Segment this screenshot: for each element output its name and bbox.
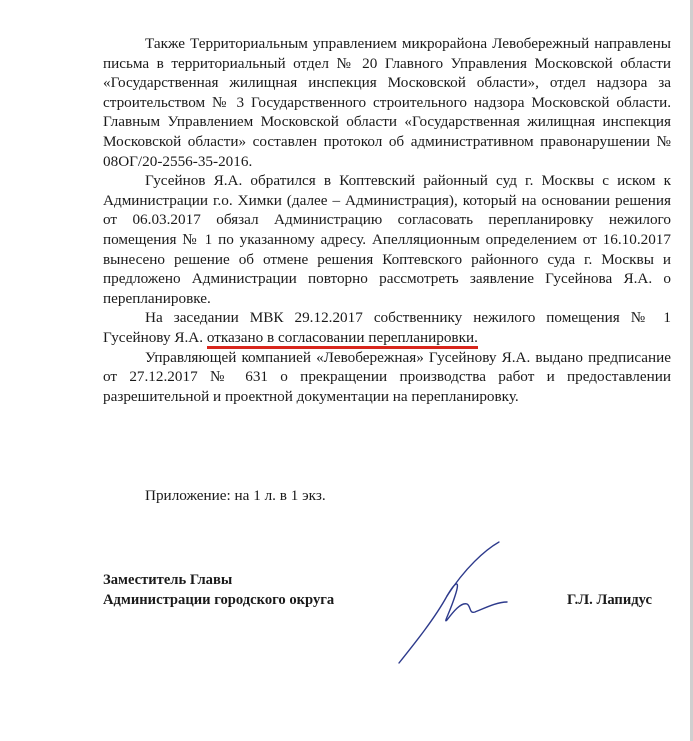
signer-title bbox=[103, 570, 334, 610]
highlighted-refusal: отказано в согласовании перепланировки. bbox=[207, 329, 478, 349]
appendix-note: Приложение: на 1 л. в 1 экз. bbox=[145, 487, 326, 504]
signer-name: Г.Л. Лапидус bbox=[567, 592, 652, 608]
signer-title-line-1: Заместитель Главы bbox=[103, 572, 233, 588]
paragraph-management-company: Управляющей компанией «Левобережная» Гусейнову Я.А. выдано предписание от 27.12.2017 № 631 о прекращении производства работ и предоставлении разрешительной и проектной документации на перепланировку. bbox=[103, 348, 671, 405]
paragraph-court: Гусейнов Я.А. обратился в Коптевский районный суд г. Москвы с иском к Администрации г.о. Химки (далее – Администрация), который на основании решения от 06.03.2017 обязал Администрацию согласовать перепланировку нежилого помещения № 1 по указанному адресу. Апелляционным определением от 16.10.2017 вынесено решение об отмене решения Коптевского районного суда г. Москвы и предложено Администрации повторно рассмотреть заявление Гусейнова Я.А. о перепланировке. bbox=[103, 172, 671, 307]
handwritten-signature bbox=[395, 538, 525, 668]
paragraph-mvk-text: На заседании МВК 29.12.2017 собственнику нежилого помещения № 1 Гусейнову Я.А. bbox=[103, 309, 671, 346]
letter-body bbox=[103, 34, 671, 406]
paragraph-mvk bbox=[103, 308, 671, 347]
signer-title-line-2: Администрации городского округа bbox=[103, 592, 335, 608]
paragraph-inspection: Также Территориальным управлением микрорайона Левобережный направлены письма в территориальный отдел № 20 Главного Управления Московской области «Государственная жилищная инспекция Московской области», отдел надзора за строительством № 3 Государственного строительного надзора Московской области. Главным Управлением Московской области «Государственная жилищная инспекция Московской области» составлен протокол об административном правонарушении № 08ОГ/20-2556-35-2016. bbox=[103, 35, 671, 170]
